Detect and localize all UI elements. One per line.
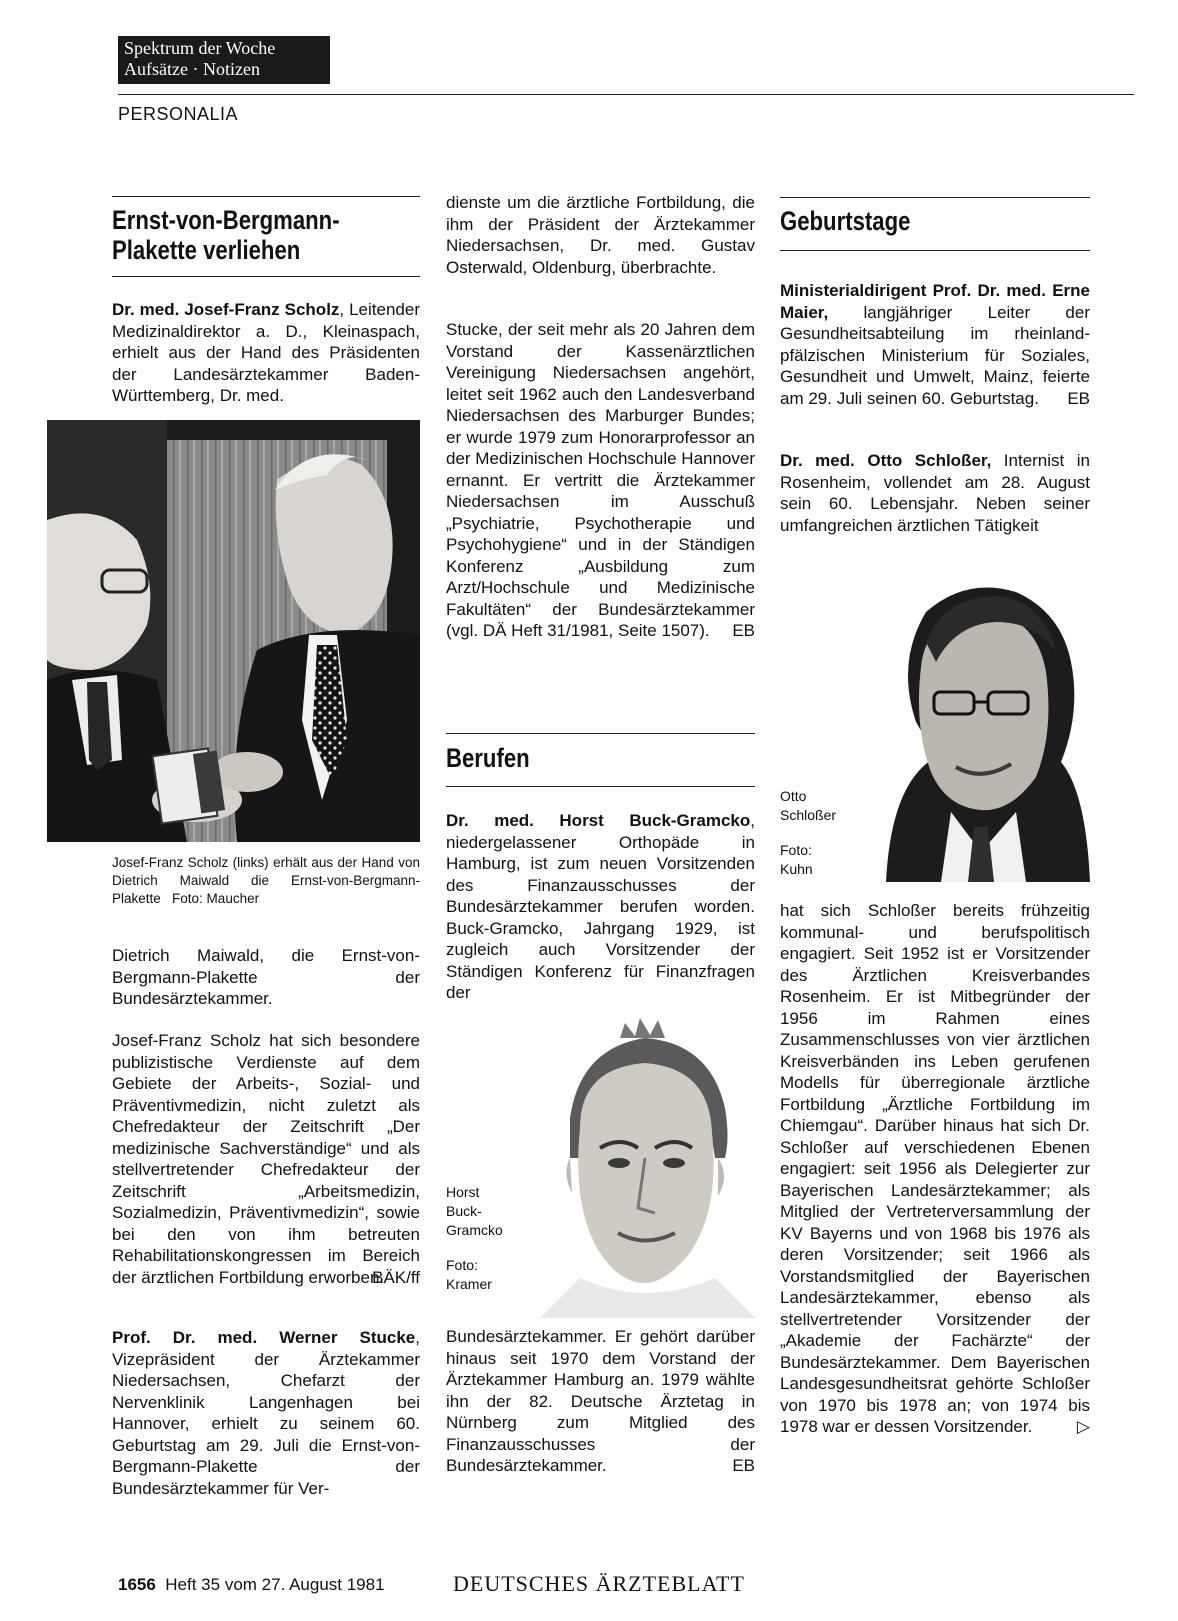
headline-berufen: Berufen [446, 743, 530, 773]
signature: BÄK/ff [372, 1267, 420, 1287]
article-schlosser-p2: hat sich Schloßer bereits frühzeitig kommunal- und berufspolitisch engagiert. Seit 1952 ist er Vorsitzender des Ärztlichen Kreisverbandes Rosenheim. Er ist Mitbegründer der 1956 im Rahmen eines Zusammenschlusses von vier ärztlichen Kreisverbänden ins Leben gerufenen Modells für überregionale ärztliche Fortbildung „Ärztliche Fortbildung im Chiemgau“. Darüber hinaus hat sich Dr. Schloßer auf verschiedenen Ebenen engagiert: seit 1956 als Delegierter zur Bayerischen Landesärztekammer; als Mitglied der Vertreterversammlung der KV Bayerns und von 1968 bis 1976 als deren Vorsitzender; seit 1966 als Vorstandsmitglied der Bayerischen Landesärztekammer, ebenso als stellvertretender Vorsitzender der „Akademie der Fachärzte“ der Bundesärztekammer. Dem Bayerischen Landesgesundheitsrat gehörte Schloßer von 1970 bis 1978 an; von 1974 bis 1978 war er dessen Vorsitzender. ▷ [780, 901, 1090, 1436]
signature: EB [1067, 388, 1090, 408]
headline-rule-top [112, 196, 420, 197]
headline-rule-bottom [780, 250, 1090, 251]
signature: EB [732, 1456, 755, 1475]
article-schlosser-intro: Dr. med. Otto Schloßer, Internist in Rosenheim, vollendet am 28. August sein 60. Lebensjahr. Neben seiner umfangreichen ärztlichen Tätigkeit [780, 451, 1090, 535]
photo-caption-buckgramcko: Horst Buck- Gramcko Foto: Kramer [446, 1184, 503, 1292]
person-name: Dr. med. Otto Schloßer, [780, 451, 992, 470]
photo-buckgramcko-image [540, 1008, 755, 1318]
article-scholz-p2: Dietrich Maiwald, die Ernst-von-Bergmann-Plakette der Bundesärztekammer. [112, 946, 420, 1008]
photo-caption-schlosser: Otto Schloßer Foto: Kuhn [780, 788, 837, 877]
footer-page-info [118, 1575, 385, 1595]
article-stucke-p3: Stucke, der seit mehr als 20 Jahren dem Vorstand der Kassenärztlichen Vereinigung Niedersachsen angehört, leitet seit 1962 auch den Landesverband Niedersachsen des Marburger Bundes; er wurde 1979 zum Honorarprofessor an der Medizinischen Hochschule Hannover ernannt. Er vertritt die Ärztekammer Niedersachsen im Ausschuß „Psychiatrie, Psychotherapie und Psychohygiene“ und in der Ständigen Konferenz „Ausbildung zum Arzt/Hochschule und Medizinische Fakultäten“ der Bundesärztekammer (vgl. DÄ Heft 31/1981, Seite 1507). EB [446, 320, 755, 640]
headline-rule-top [780, 197, 1090, 198]
article-maier: Ministerialdirigent Prof. Dr. med. Erne Maier, langjähriger Leiter der Gesundheitsabteilung im rheinland-pfälzischen Ministerium für Soziales, Gesundheit und Umwelt, Mainz, feierte am 29. Juli seinen 60. Geburtstag. EB [780, 281, 1090, 408]
photo-scholz-maiwald-image [47, 420, 420, 842]
article-stucke-intro: Prof. Dr. med. Werner Stucke, Vizepräsident der Ärztekammer Niedersachsen, Chefarzt der Nervenklinik Langenhagen bei Hannover, erhielt zu seinem 60. Geburtstag am 29. Juli die Ernst-von-Bergmann-Plakette der Bundesärztekammer für Ver- [112, 1328, 420, 1498]
photo-caption-scholz: Josef-Franz Scholz (links) erhält aus der Hand von Dietrich Maiwald die Ernst-von-Bergmann-Plakette Foto: Maucher [112, 855, 420, 906]
headline-bergmann: Ernst-von-Bergmann- Plakette verliehen [112, 205, 340, 265]
header-rule [118, 94, 1134, 95]
continue-mark: ▷ [1076, 1417, 1090, 1436]
photo-buckgramcko [540, 1008, 755, 1318]
signature: EB [732, 621, 755, 640]
headline-rule-bottom [112, 276, 420, 277]
headline-rule-top [446, 733, 755, 734]
headline-geburtstage: Geburtstage [780, 206, 911, 236]
person-name: Dr. med. Horst Buck-Gramcko [446, 811, 751, 830]
photo-scholz-maiwald [47, 420, 420, 842]
photo-schlosser [876, 552, 1090, 882]
person-name: Dr. med. Josef-Franz Scholz [112, 300, 340, 319]
page-number: 1656 [118, 1575, 156, 1594]
issue-info: Heft 35 vom 27. August 1981 [165, 1575, 385, 1594]
photo-credit: Foto: [780, 842, 812, 858]
photo-schlosser-image [876, 552, 1090, 882]
person-name: Prof. Dr. med. Werner Stucke [112, 1328, 416, 1347]
section-label: PERSONALIA [118, 104, 239, 124]
photo-credit-name: Kramer [446, 1276, 492, 1292]
person-name: Ministerialdirigent Prof. Dr. med. Erne Maier, [780, 281, 1090, 322]
photo-credit: Foto: Maucher [172, 891, 260, 906]
headline-rule-bottom [446, 786, 755, 787]
photo-credit-name: Kuhn [780, 861, 813, 877]
rubric-box [118, 36, 330, 84]
photo-credit: Foto: [446, 1257, 478, 1273]
rubric-line-2: Aufsätze · Notizen [124, 59, 260, 79]
article-stucke-p2: dienste um die ärztliche Fortbildung, die ihm der Präsident der Ärztekammer Niedersachsen, Dr. med. Gustav Osterwald, Oldenburg, überbrachte. [446, 193, 755, 277]
article-scholz-p3: Josef-Franz Scholz hat sich besondere publizistische Verdienste auf dem Gebiete der Arbeits-, Sozial- und Präventivmedizin, nicht zuletzt als Chefredakteur der Zeitschrift „Der medizinische Sachverständige“ und als stellvertretender Chefredakteur der Zeitschrift „Arbeitsmedizin, Sozialmedizin, Präventivmedizin“, sowie bei den von ihm betreuten Rehabilitationskongressen im Bereich der ärztlichen Fortbildung erworben. BÄK/ff [112, 1031, 420, 1287]
rubric-line-1: Spektrum der Woche [124, 38, 276, 58]
journal-name: DEUTSCHES ÄRZTEBLATT [453, 1571, 745, 1596]
article-buckgramcko-intro: Dr. med. Horst Buck-Gramcko, niedergelassener Orthopäde in Hamburg, ist zum neuen Vorsitzenden des Finanzausschusses der Bundesärztekammer berufen worden. Buck-Gramcko, Jahrgang 1929, ist zugleich auch Vorsitzender der Ständigen Konferenz für Finanzfragen der [446, 811, 755, 1002]
article-scholz-intro: Dr. med. Josef-Franz Scholz, Leitender Medizinaldirektor a. D., Kleinaspach, erhielt aus der Hand des Präsidenten der Landesärztekammer Baden-Württemberg, Dr. med. [112, 300, 420, 405]
article-buckgramcko-p2: Bundesärztekammer. Er gehört darüber hinaus seit 1970 dem Vorstand der Ärztekammer Hamburg an. 1979 wählte ihn der 82. Deutsche Ärztetag in Nürnberg zum Mitglied des Finanzausschusses der Bundesärztekammer. EB [446, 1327, 755, 1475]
